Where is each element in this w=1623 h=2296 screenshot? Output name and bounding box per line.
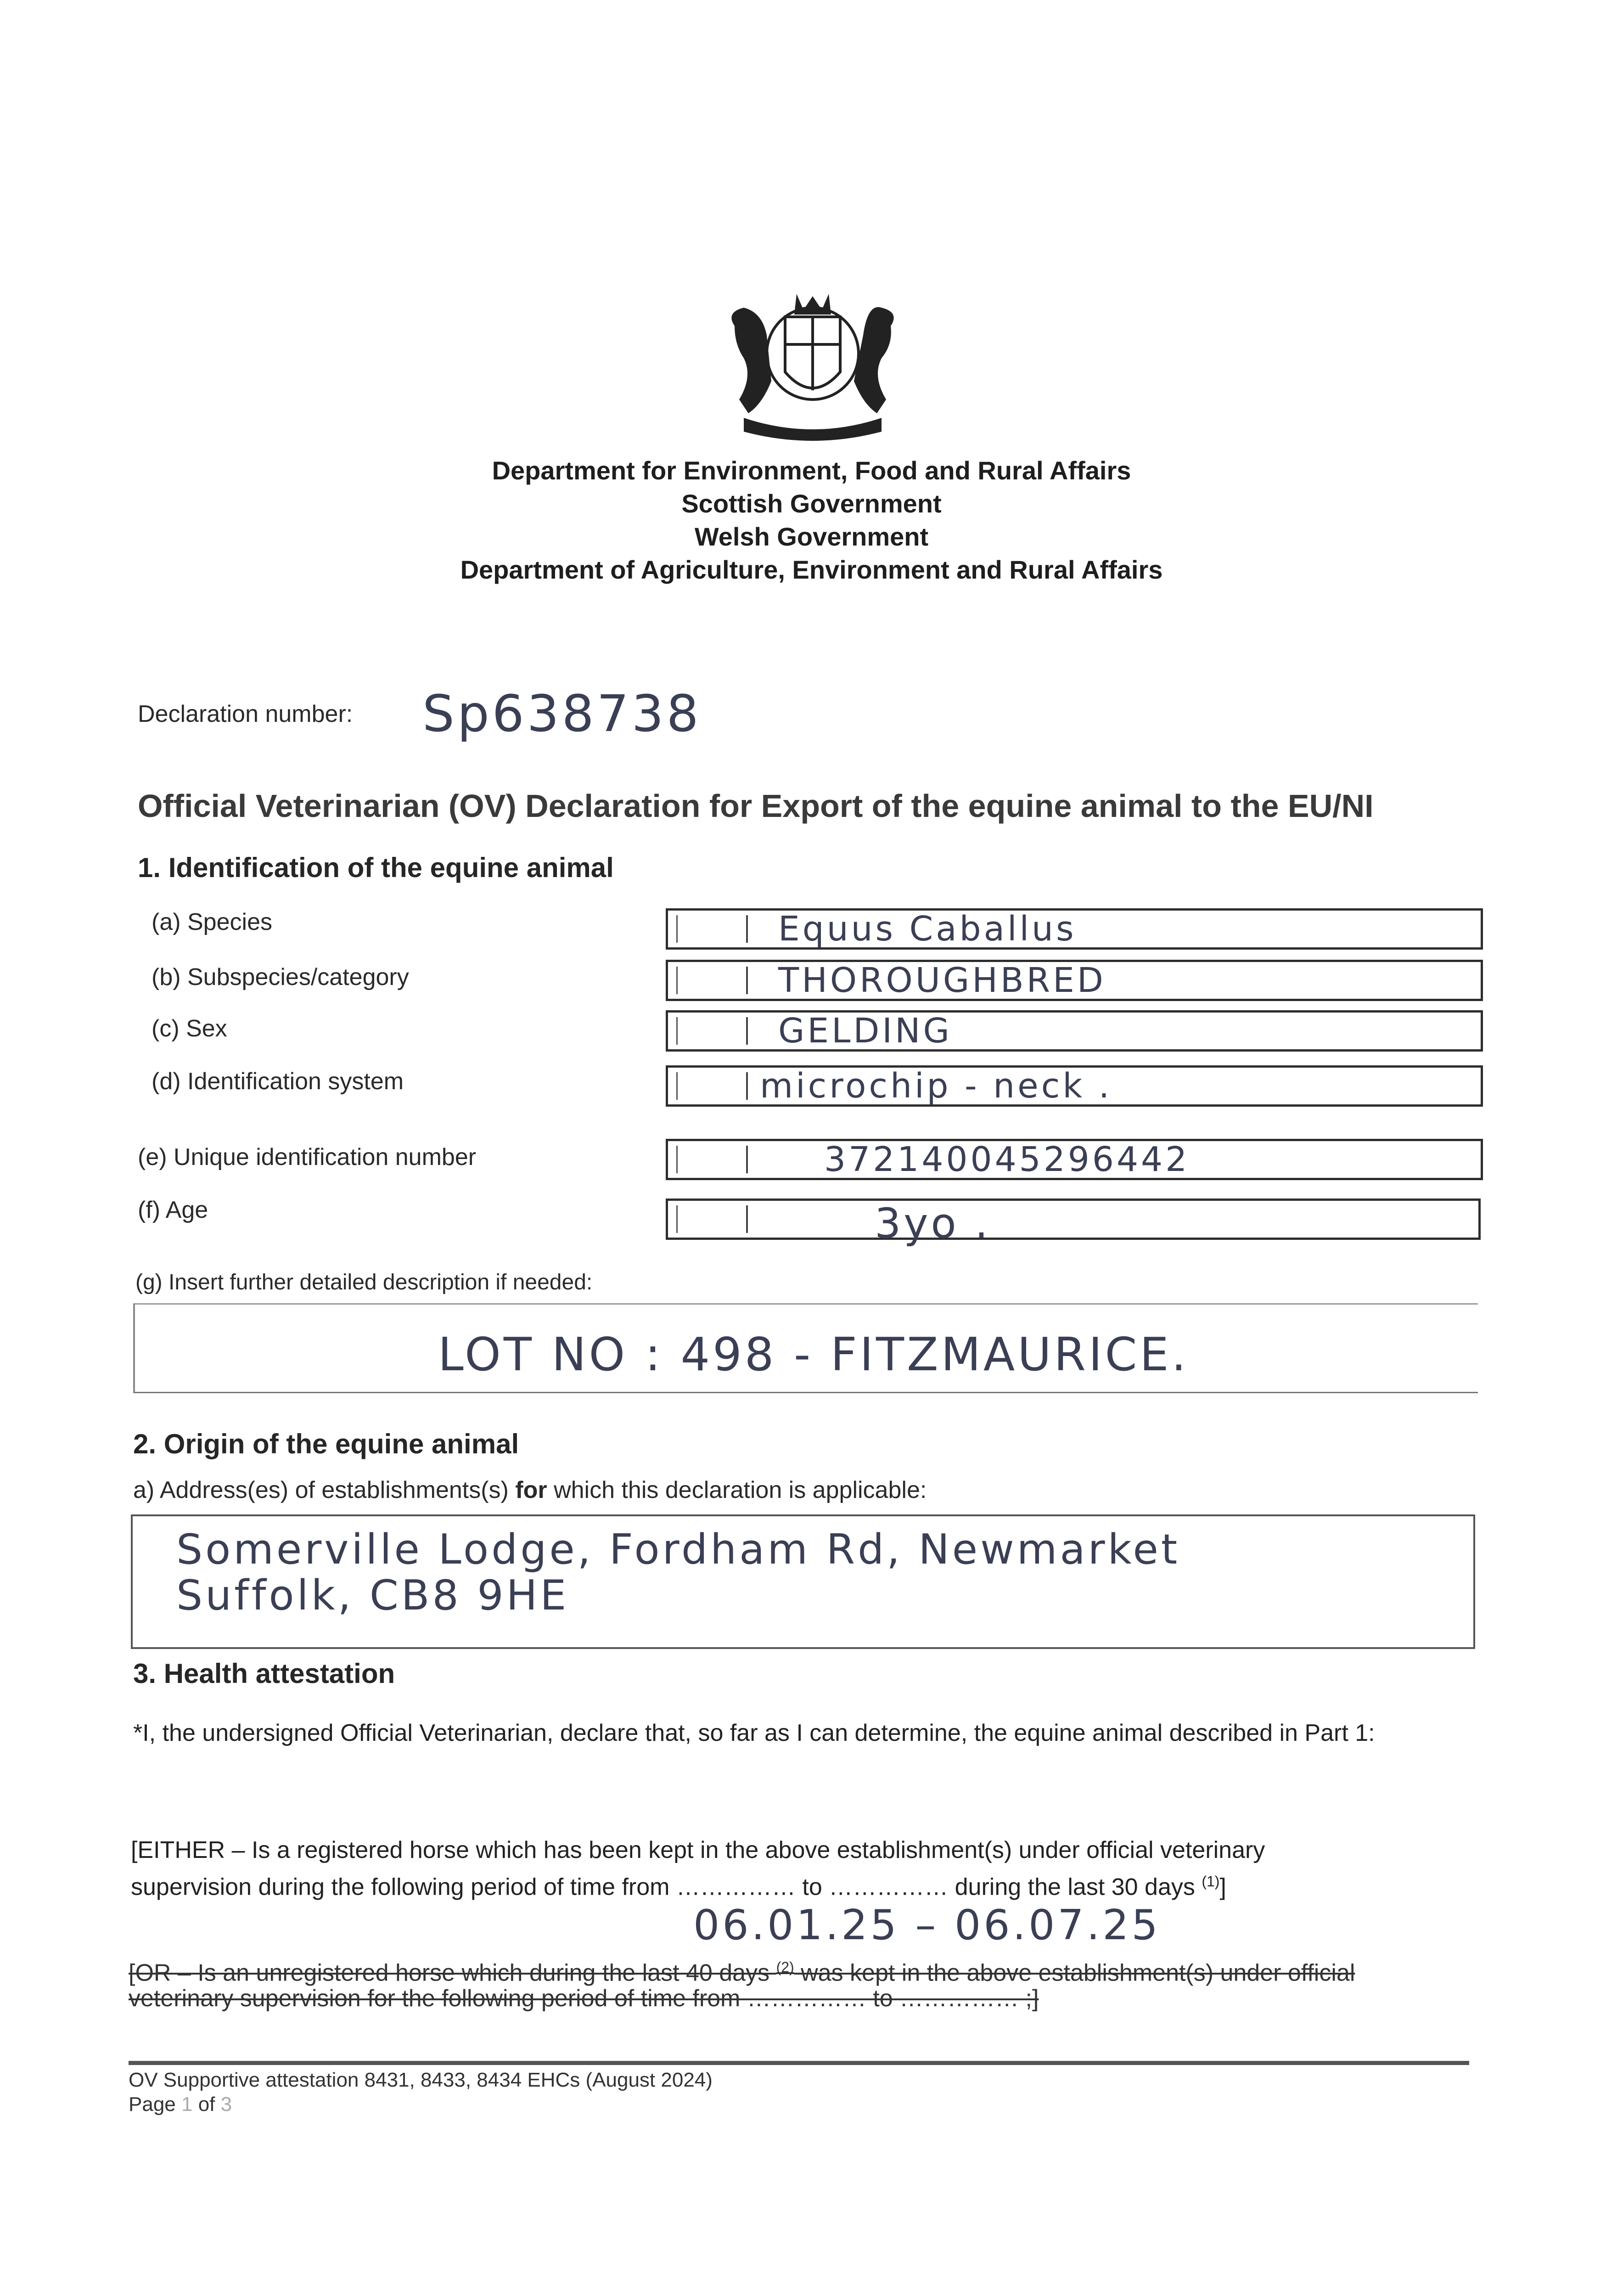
species-value: Equus Caballus (778, 909, 1077, 949)
health-attestation-intro: *I, the undersigned Official Veterinarian, declare that, so far as I can determine, the equine animal described in Part 1: (133, 1720, 1375, 1746)
address-box (131, 1514, 1475, 1649)
declaration-number-label: Declaration number: (138, 701, 353, 727)
footer-attestation-ref: OV Supportive attestation 8431, 8433, 8434 EHCs (August 2024) (129, 2069, 713, 2091)
address-line-1: Somerville Lodge, Fordham Rd, Newmarket (176, 1525, 1180, 1574)
identification-system-field (666, 1065, 1483, 1107)
further-description-box (133, 1303, 1478, 1393)
org-line-scottish-gov: Scottish Government (681, 489, 942, 518)
unique-id-value: 372140045296442 (824, 1140, 1190, 1179)
sex-field (666, 1010, 1483, 1052)
or-clause-line-1: [OR – Is an unregistered horse which during the last 40 days $^{(2)}$ was kept in the above establishment(s) under official (129, 1959, 1355, 1986)
age-value: 3yo . (875, 1199, 991, 1248)
address-line-2: Suffolk, CB8 9HE (176, 1571, 569, 1620)
declaration-number-value: Sp638738 (422, 684, 702, 743)
subspecies-label: (b) Subspecies/category (152, 964, 409, 990)
sex-label: (c) Sex (152, 1015, 227, 1042)
further-description-value: LOT NO : 498 - FITZMAURICE. (438, 1328, 1189, 1381)
subspecies-field (666, 960, 1483, 1001)
age-field (666, 1199, 1481, 1248)
either-clause-line-2: supervision during the following period of time from …………… to …………… during the last 30 days $^{(1)}$] (131, 1873, 1226, 1901)
org-line-daera: Department of Agriculture, Environment and Rural Affairs (460, 555, 1163, 584)
org-line-welsh-gov: Welsh Government (694, 522, 929, 551)
age-label: (f) Age (138, 1197, 208, 1223)
unique-id-label: (e) Unique identification number (138, 1144, 477, 1171)
document-title: Official Veterinarian (OV) Declaration for Export of the equine animal to the EU/NI (138, 788, 1374, 824)
section3-heading: 3. Health attestation (133, 1658, 395, 1689)
identification-system-label: (d) Identification system (152, 1068, 404, 1095)
either-clause-line-1: [EITHER – Is a registered horse which has been kept in the above establishment(s) under official veterinary (131, 1837, 1265, 1863)
subspecies-value: THOROUGHBRED (778, 961, 1106, 1000)
identification-system-value: microchip - neck . (760, 1066, 1112, 1106)
supervision-dates-value: 06.01.25 – 06.07.25 (693, 1901, 1161, 1949)
species-field (666, 908, 1483, 950)
further-description-label: (g) Insert further detailed description if needed: (135, 1270, 593, 1294)
unique-id-field (666, 1139, 1483, 1180)
section2-heading: 2. Origin of the equine animal (133, 1429, 519, 1459)
page-number: Page 1 of 3 (129, 2093, 232, 2116)
footer-divider (129, 2061, 1469, 2065)
or-clause-line-2: veterinary supervision for the following period of time from …………… to …………… ;] (129, 1985, 1039, 2012)
address-instruction: a) Address(es) of establishments(s) for which this declaration is applicable: (133, 1477, 927, 1503)
royal-coat-of-arms-logo (716, 285, 909, 450)
sex-value: GELDING (778, 1011, 952, 1051)
section1-heading: 1. Identification of the equine animal (138, 852, 614, 883)
species-label: (a) Species (152, 909, 272, 935)
org-line-defra: Department for Environment, Food and Rural Affairs (492, 456, 1131, 485)
